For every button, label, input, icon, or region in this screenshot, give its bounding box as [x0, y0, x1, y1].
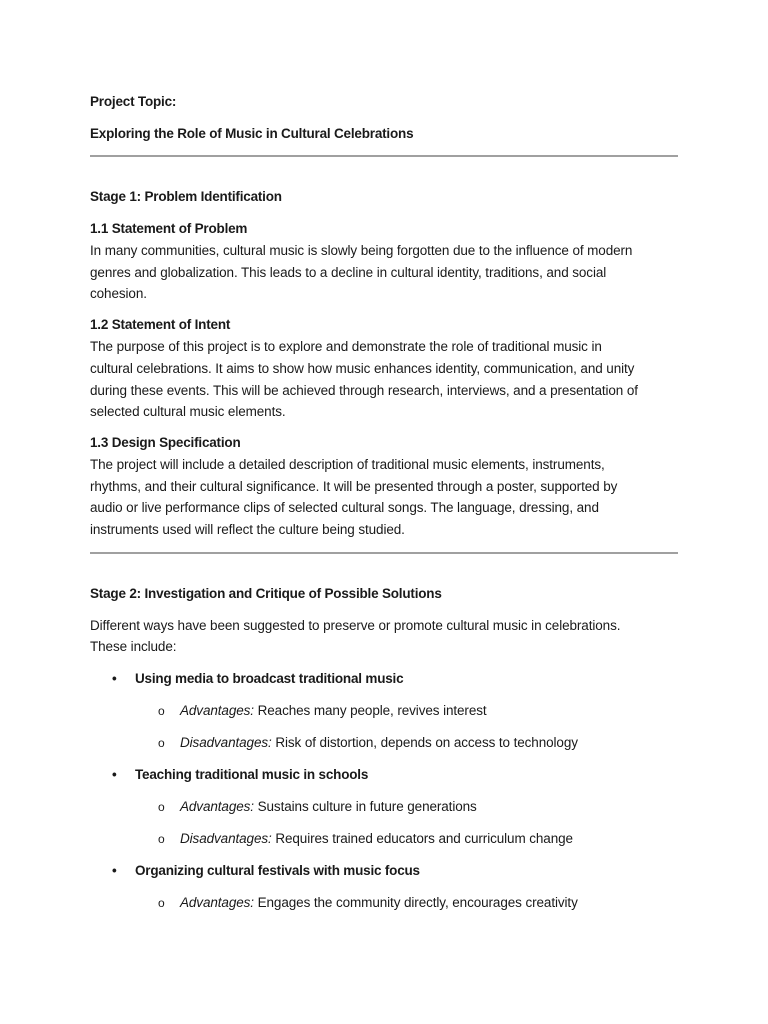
advantages-row — [90, 892, 678, 914]
s11-line: cohesion. — [90, 286, 147, 302]
s12-heading: 1.2 Statement of Intent — [90, 317, 231, 333]
list-item — [90, 860, 678, 882]
disadvantages-text: Risk of distortion, depends on access to technology — [271, 735, 578, 751]
list-item — [90, 764, 678, 786]
s13-heading: 1.3 Design Specification — [90, 434, 241, 450]
solution-title: Using media to broadcast traditional music — [135, 671, 404, 687]
s13-line: The project will include a detailed description of traditional music elements, instruments, — [90, 456, 605, 472]
advantages-row — [90, 700, 678, 722]
solution-title: Teaching traditional music in schools — [135, 767, 369, 783]
bullet-icon: • — [112, 671, 117, 687]
s12-paragraph — [90, 336, 678, 423]
s12-line: selected cultural music elements. — [90, 404, 286, 420]
sub-bullet-icon: o — [158, 896, 165, 911]
s11-heading: 1.1 Statement of Problem — [90, 221, 248, 236]
s11-paragraph — [90, 240, 678, 305]
sub-bullet-icon: o — [158, 832, 165, 847]
section-divider — [90, 552, 678, 554]
stage2-heading: Stage 2: Investigation and Critique of Possible Solutions — [90, 585, 442, 601]
sub-bullet-icon: o — [158, 736, 165, 751]
stage1-heading: Stage 1: Problem Identification — [90, 189, 282, 204]
s11-line: In many communities, cultural music is slowly being forgotten due to the influence of modern — [90, 243, 633, 258]
list-item — [90, 668, 678, 690]
stage2-intro-line: Different ways have been suggested to preserve or promote cultural music in celebrations. — [90, 617, 621, 633]
advantages-row — [90, 796, 678, 818]
advantages-text: Engages the community directly, encourages creativity — [253, 895, 578, 911]
sub-bullet-icon: o — [158, 704, 165, 719]
disadvantages-row — [90, 732, 678, 754]
project-topic-label: Project Topic: — [90, 94, 177, 109]
advantages-label: Advantages: — [180, 703, 254, 719]
advantages-label: Advantages: — [180, 895, 254, 911]
advantages-text: Reaches many people, revives interest — [253, 703, 487, 719]
disadvantages-text: Requires trained educators and curriculum change — [271, 831, 573, 847]
section-divider — [90, 155, 678, 157]
stage2-intro-line: These include: — [90, 639, 177, 655]
s13-line: instruments used will reflect the culture being studied. — [90, 522, 405, 538]
advantages-text: Sustains culture in future generations — [253, 799, 477, 815]
bullet-icon: • — [112, 863, 117, 879]
advantages-label: Advantages: — [180, 799, 254, 815]
s13-line: audio or live performance clips of selected cultural songs. The language, dressing, and — [90, 500, 599, 516]
disadvantages-row — [90, 828, 678, 850]
s12-line: The purpose of this project is to explore and demonstrate the role of traditional music in — [90, 339, 602, 355]
s12-line: during these events. This will be achieved through research, interviews, and a presentation of — [90, 382, 638, 398]
stage2-intro — [90, 615, 678, 658]
disadvantages-label: Disadvantages: — [180, 831, 272, 847]
s13-paragraph — [90, 454, 678, 541]
sub-bullet-icon: o — [158, 800, 165, 815]
s11-line: genres and globalization. This leads to a decline in cultural identity, traditions, and social — [90, 264, 607, 280]
solution-title: Organizing cultural festivals with music focus — [135, 863, 420, 879]
s12-line: cultural celebrations. It aims to show how music enhances identity, communication, and unity — [90, 360, 635, 376]
disadvantages-label: Disadvantages: — [180, 735, 272, 751]
bullet-icon: • — [112, 767, 117, 783]
document-page — [90, 90, 678, 914]
project-title: Exploring the Role of Music in Cultural Celebrations — [90, 126, 414, 141]
s13-line: rhythms, and their cultural significance. It will be presented through a poster, supported by — [90, 478, 618, 494]
